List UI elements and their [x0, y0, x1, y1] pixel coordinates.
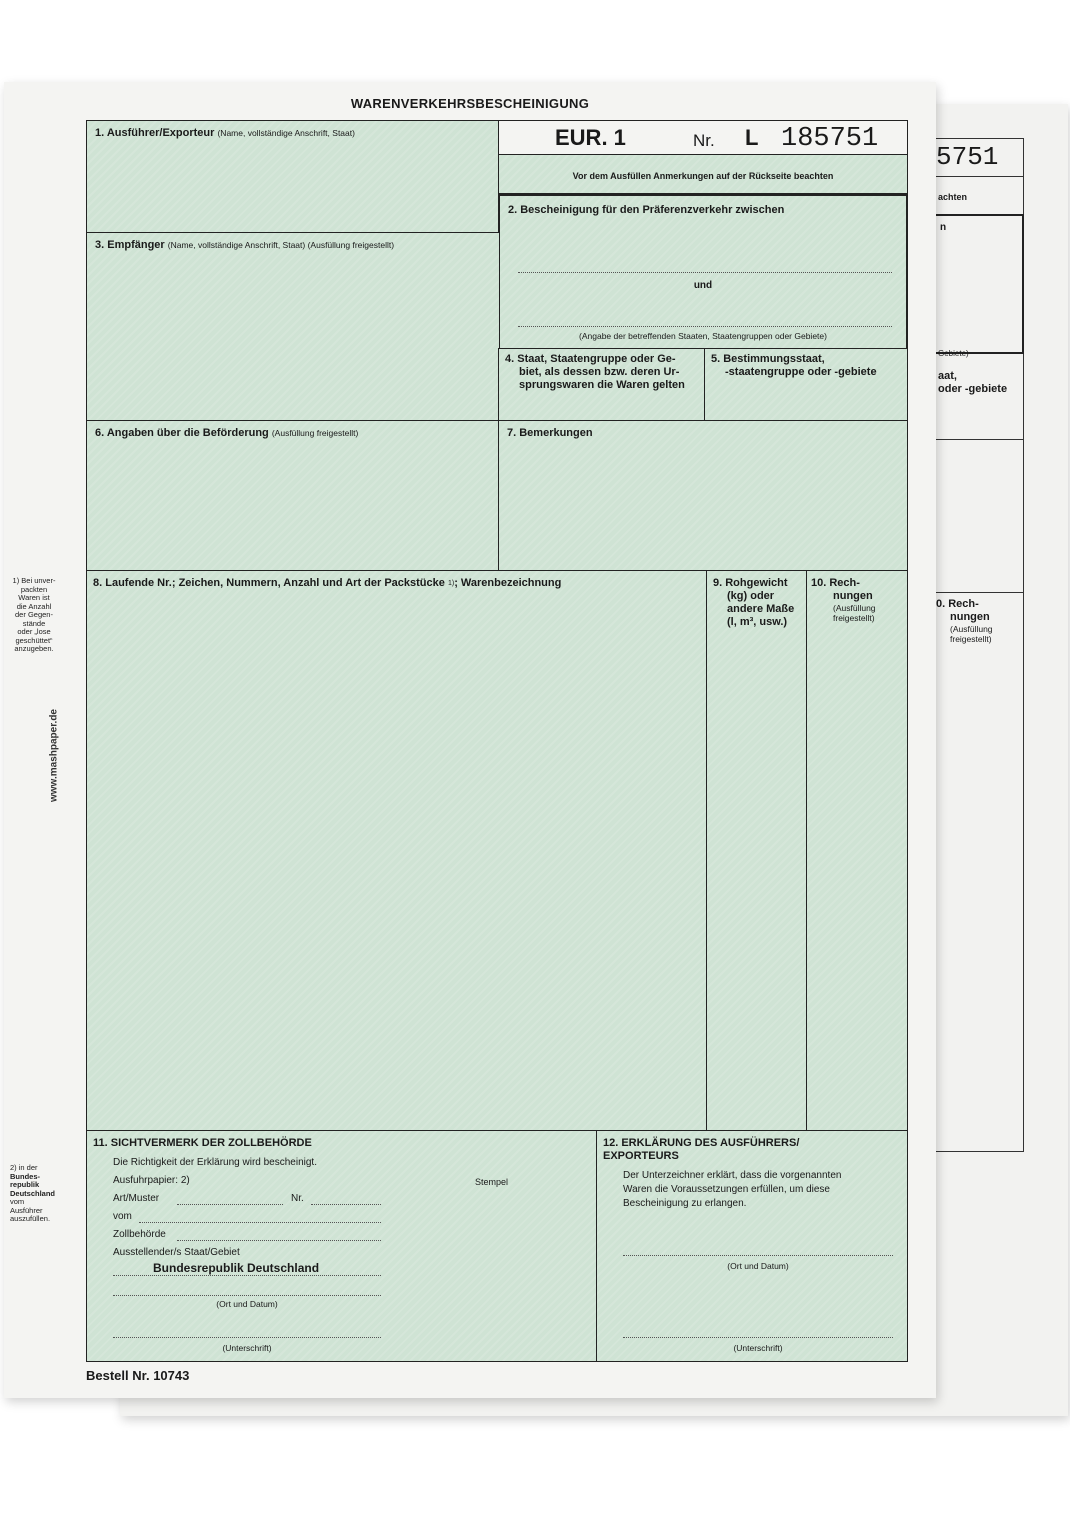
side-note-1: 1) Bei unver- packten Waren ist die Anzahl der Gegen- stände oder „lose geschüttet“ anzugeben.: [12, 576, 56, 653]
field-10-invoices[interactable]: 10. Rech- nungen (Ausfüllung freigestellt): [806, 570, 908, 1132]
field-6-transport[interactable]: 6. Angaben über die Beförderung (Ausfüllung freigestellt): [86, 420, 500, 572]
field-5-destination[interactable]: 5. Bestimmungsstaat, -staatengruppe oder -gebiete: [704, 348, 908, 422]
field-9-weight[interactable]: 9. Rohgewicht (kg) oder andere Maße (l, m³, usw.): [706, 570, 808, 1132]
field-11-customs[interactable]: 11. SICHTVERMERK DER ZOLLBEHÖRDE Die Richtigkeit der Erklärung wird bescheinigt. Ausfuhrpapier: 2) Stempel Art/Muster Nr. vom Zollbehörde Ausstellender/s Staat/Gebiet Bundesrepublik Deutschland (Ort und Datum) (Unterschrift): [86, 1130, 598, 1362]
field-1-exporter[interactable]: 1. Ausführer/Exporteur (Name, vollständige Anschrift, Staat): [86, 120, 500, 234]
back-f2-fragment: n: [940, 222, 947, 233]
side-note-2: 2) in der Bundes- republik Deutschland vom Ausführer auszufüllen.: [10, 1163, 56, 1223]
nr-label: Nr.: [693, 131, 715, 150]
field-2-preference[interactable]: [498, 194, 908, 350]
stamp-label: Stempel: [475, 1177, 509, 1187]
field-12-declaration[interactable]: 12. ERKLÄRUNG DES AUSFÜHRERS/ EXPORTEURS Der Unterzeichner erklärt, dass die vorgenannten Waren die Voraussetzungen erfüllen, um diese Bescheinigung zu erlangen. (Ort und Datum) (Unterschrift): [596, 1130, 908, 1362]
website-label: www.mashpaper.de: [48, 709, 60, 802]
issuing-state: Bundesrepublik Deutschland: [153, 1261, 320, 1275]
form-title: WARENVERKEHRSBESCHEINIGUNG: [350, 96, 590, 111]
notice-text: Vor dem Ausfüllen Anmerkungen auf der Rückseite beachten: [572, 171, 834, 181]
und-label: und: [693, 280, 713, 291]
order-number: Bestell Nr. 10743: [86, 1368, 190, 1383]
back-f10: 0. Rech- nungen (Ausfüllung freigestellt): [936, 598, 993, 644]
certificate-number: 185751: [781, 124, 879, 154]
field-8-goods[interactable]: 8. Laufende Nr.; Zeichen, Nummern, Anzahl und Art der Packstücke $^{1)}$; Warenbezeichnung: [86, 570, 708, 1132]
field-7-remarks[interactable]: 7. Bemerkungen: [498, 420, 908, 572]
field-4-origin[interactable]: 4. Staat, Staatengruppe oder Ge- biet, als dessen bzw. deren Ur- sprungswaren die Waren gelten: [498, 348, 706, 422]
back-note: Gebiete): [938, 349, 969, 358]
notice-box: [498, 154, 908, 194]
eur1-header: [498, 120, 908, 156]
back-f5: aat, oder -gebiete: [938, 370, 1008, 395]
series-letter: L: [745, 125, 759, 150]
field-3-consignee[interactable]: 3. Empfänger (Name, vollständige Anschrift, Staat) (Ausfüllung freigestellt): [86, 232, 500, 422]
field-2-label: 2. Bescheinigung für den Präferenzverkehr zwischen: [508, 204, 785, 216]
form-name: EUR. 1: [555, 125, 626, 150]
field-2-note: (Angabe der betreffenden Staaten, Staatengruppen oder Gebiete): [579, 331, 827, 341]
back-notice: achten: [938, 192, 968, 202]
front-sheet: [4, 82, 936, 1398]
back-number: 5751: [936, 142, 999, 172]
